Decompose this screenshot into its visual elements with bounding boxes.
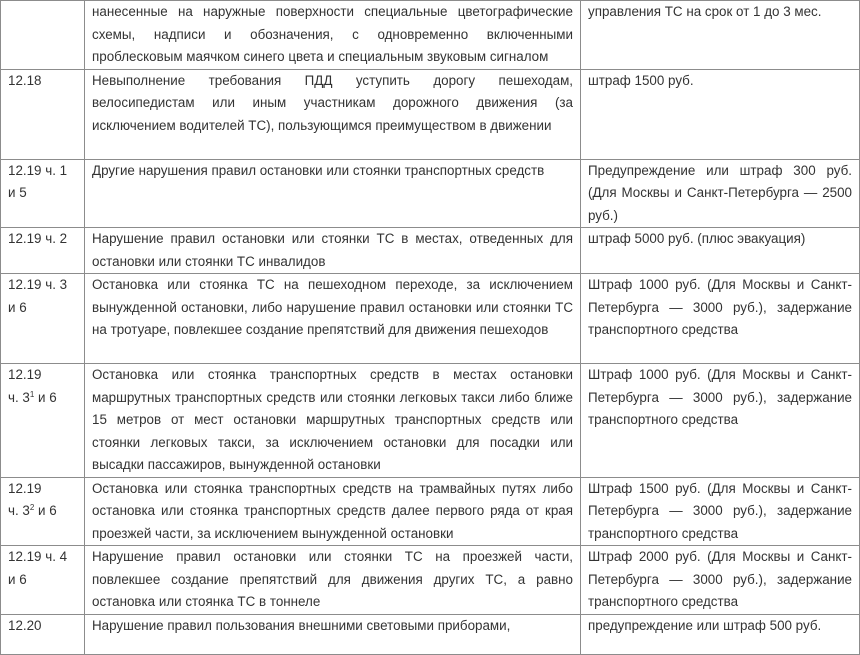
violation-cell: Нарушение правил пользования внешними световыми приборами, xyxy=(85,614,581,654)
penalty-cell: штраф 5000 руб. (плюс эвакуация) xyxy=(581,228,860,274)
penalty-cell: Штраф 2000 руб. (Для Москвы и Санкт-Петербурга — 3000 руб.), задержание транспортного средства xyxy=(581,546,860,615)
violation-cell: Нарушение правил остановки или стоянки ТС в местах, отведенных для остановки или стоянки ТС инвалидов xyxy=(85,228,581,274)
article-part: ч. 3 xyxy=(8,503,30,518)
penalty-cell: Штраф 1000 руб. (Для Москвы и Санкт-Петербурга — 3000 руб.), задержание транспортного средства xyxy=(581,364,860,478)
article-cell xyxy=(1,477,85,546)
penalty-cell: предупреждение или штраф 500 руб. xyxy=(581,614,860,654)
violation-cell: Остановка или стоянка ТС на пешеходном переходе, за исключением вынужденной остановки, либо нарушение правил остановки или стоянки ТС на тротуаре, повлекшее создание препятствий для движения пешеходов xyxy=(85,274,581,364)
penalty-cell: Штраф 1000 руб. (Для Москвы и Санкт-Петербурга — 3000 руб.), задержание транспортного средства xyxy=(581,274,860,364)
penalty-cell: Предупреждение или штраф 300 руб. (Для Москвы и Санкт-Петербурга — 2500 руб.) xyxy=(581,159,860,228)
penalty-cell: Штраф 1500 руб. (Для Москвы и Санкт-Петербурга — 3000 руб.), задержание транспортного средства xyxy=(581,477,860,546)
table-row xyxy=(1,546,860,615)
table-row xyxy=(1,364,860,478)
article-tail: и 6 xyxy=(34,389,57,405)
violation-cell: Остановка или стоянка транспортных средств на трамвайных путях либо остановка или стоянка транспортных средств далее первого ряда от края проезжей части, за исключением вынужденной остановки xyxy=(85,477,581,546)
table-row xyxy=(1,228,860,274)
violation-cell: Нарушение правил остановки или стоянки ТС на проезжей части, повлекшее создание препятствий для движения других ТС, а равно остановка или стоянка ТС в тоннеле xyxy=(85,546,581,615)
table-row xyxy=(1,614,860,654)
article-cell xyxy=(1,1,85,70)
article-part: ч. 3 xyxy=(8,389,30,405)
article-superscript: 2 xyxy=(29,503,35,512)
article-number: 12.19 xyxy=(8,367,42,382)
article-cell xyxy=(1,364,85,478)
article-cell: 12.18 xyxy=(1,69,85,159)
table-row xyxy=(1,274,860,364)
article-number: 12.19 xyxy=(8,480,42,496)
article-tail: и 6 xyxy=(34,503,57,518)
article-cell: 12.19 ч. 1 и 5 xyxy=(1,159,85,228)
table-row xyxy=(1,477,860,546)
article-cell: 12.19 ч. 2 xyxy=(1,228,85,274)
article-cell: 12.19 ч. 3 и 6 xyxy=(1,274,85,364)
article-cell: 12.20 xyxy=(1,614,85,654)
violation-cell: Остановка или стоянка транспортных средств в местах остановки маршрутных транспортных средств или стоянки легковых такси либо ближе 15 метров от мест остановки маршрутных транспортных средств или стоянки легковых такси, за исключением остановки для посадки или высадки пассажиров, вынужденной остановки xyxy=(85,364,581,478)
table-row xyxy=(1,69,860,159)
penalty-cell: управления ТС на срок от 1 до 3 мес. xyxy=(581,1,860,70)
table-row xyxy=(1,159,860,228)
violation-cell: Другие нарушения правил остановки или стоянки транспортных средств xyxy=(85,159,581,228)
article-cell: 12.19 ч. 4 и 6 xyxy=(1,546,85,615)
violation-cell: Невыполнение требования ПДД уступить дорогу пешеходам, велосипедистам или иным участникам дорожного движения (за исключением водителей ТС), пользующимся преимуществом в движении xyxy=(85,69,581,159)
violation-cell: нанесенные на наружные поверхности специальные цветографические схемы, надписи и обозначения, с одновременно включенными проблесковым маячком синего цвета и специальным звуковым сигналом xyxy=(85,1,581,70)
penalty-cell: штраф 1500 руб. xyxy=(581,69,860,159)
table-row xyxy=(1,1,860,70)
article-superscript: 1 xyxy=(29,389,35,399)
